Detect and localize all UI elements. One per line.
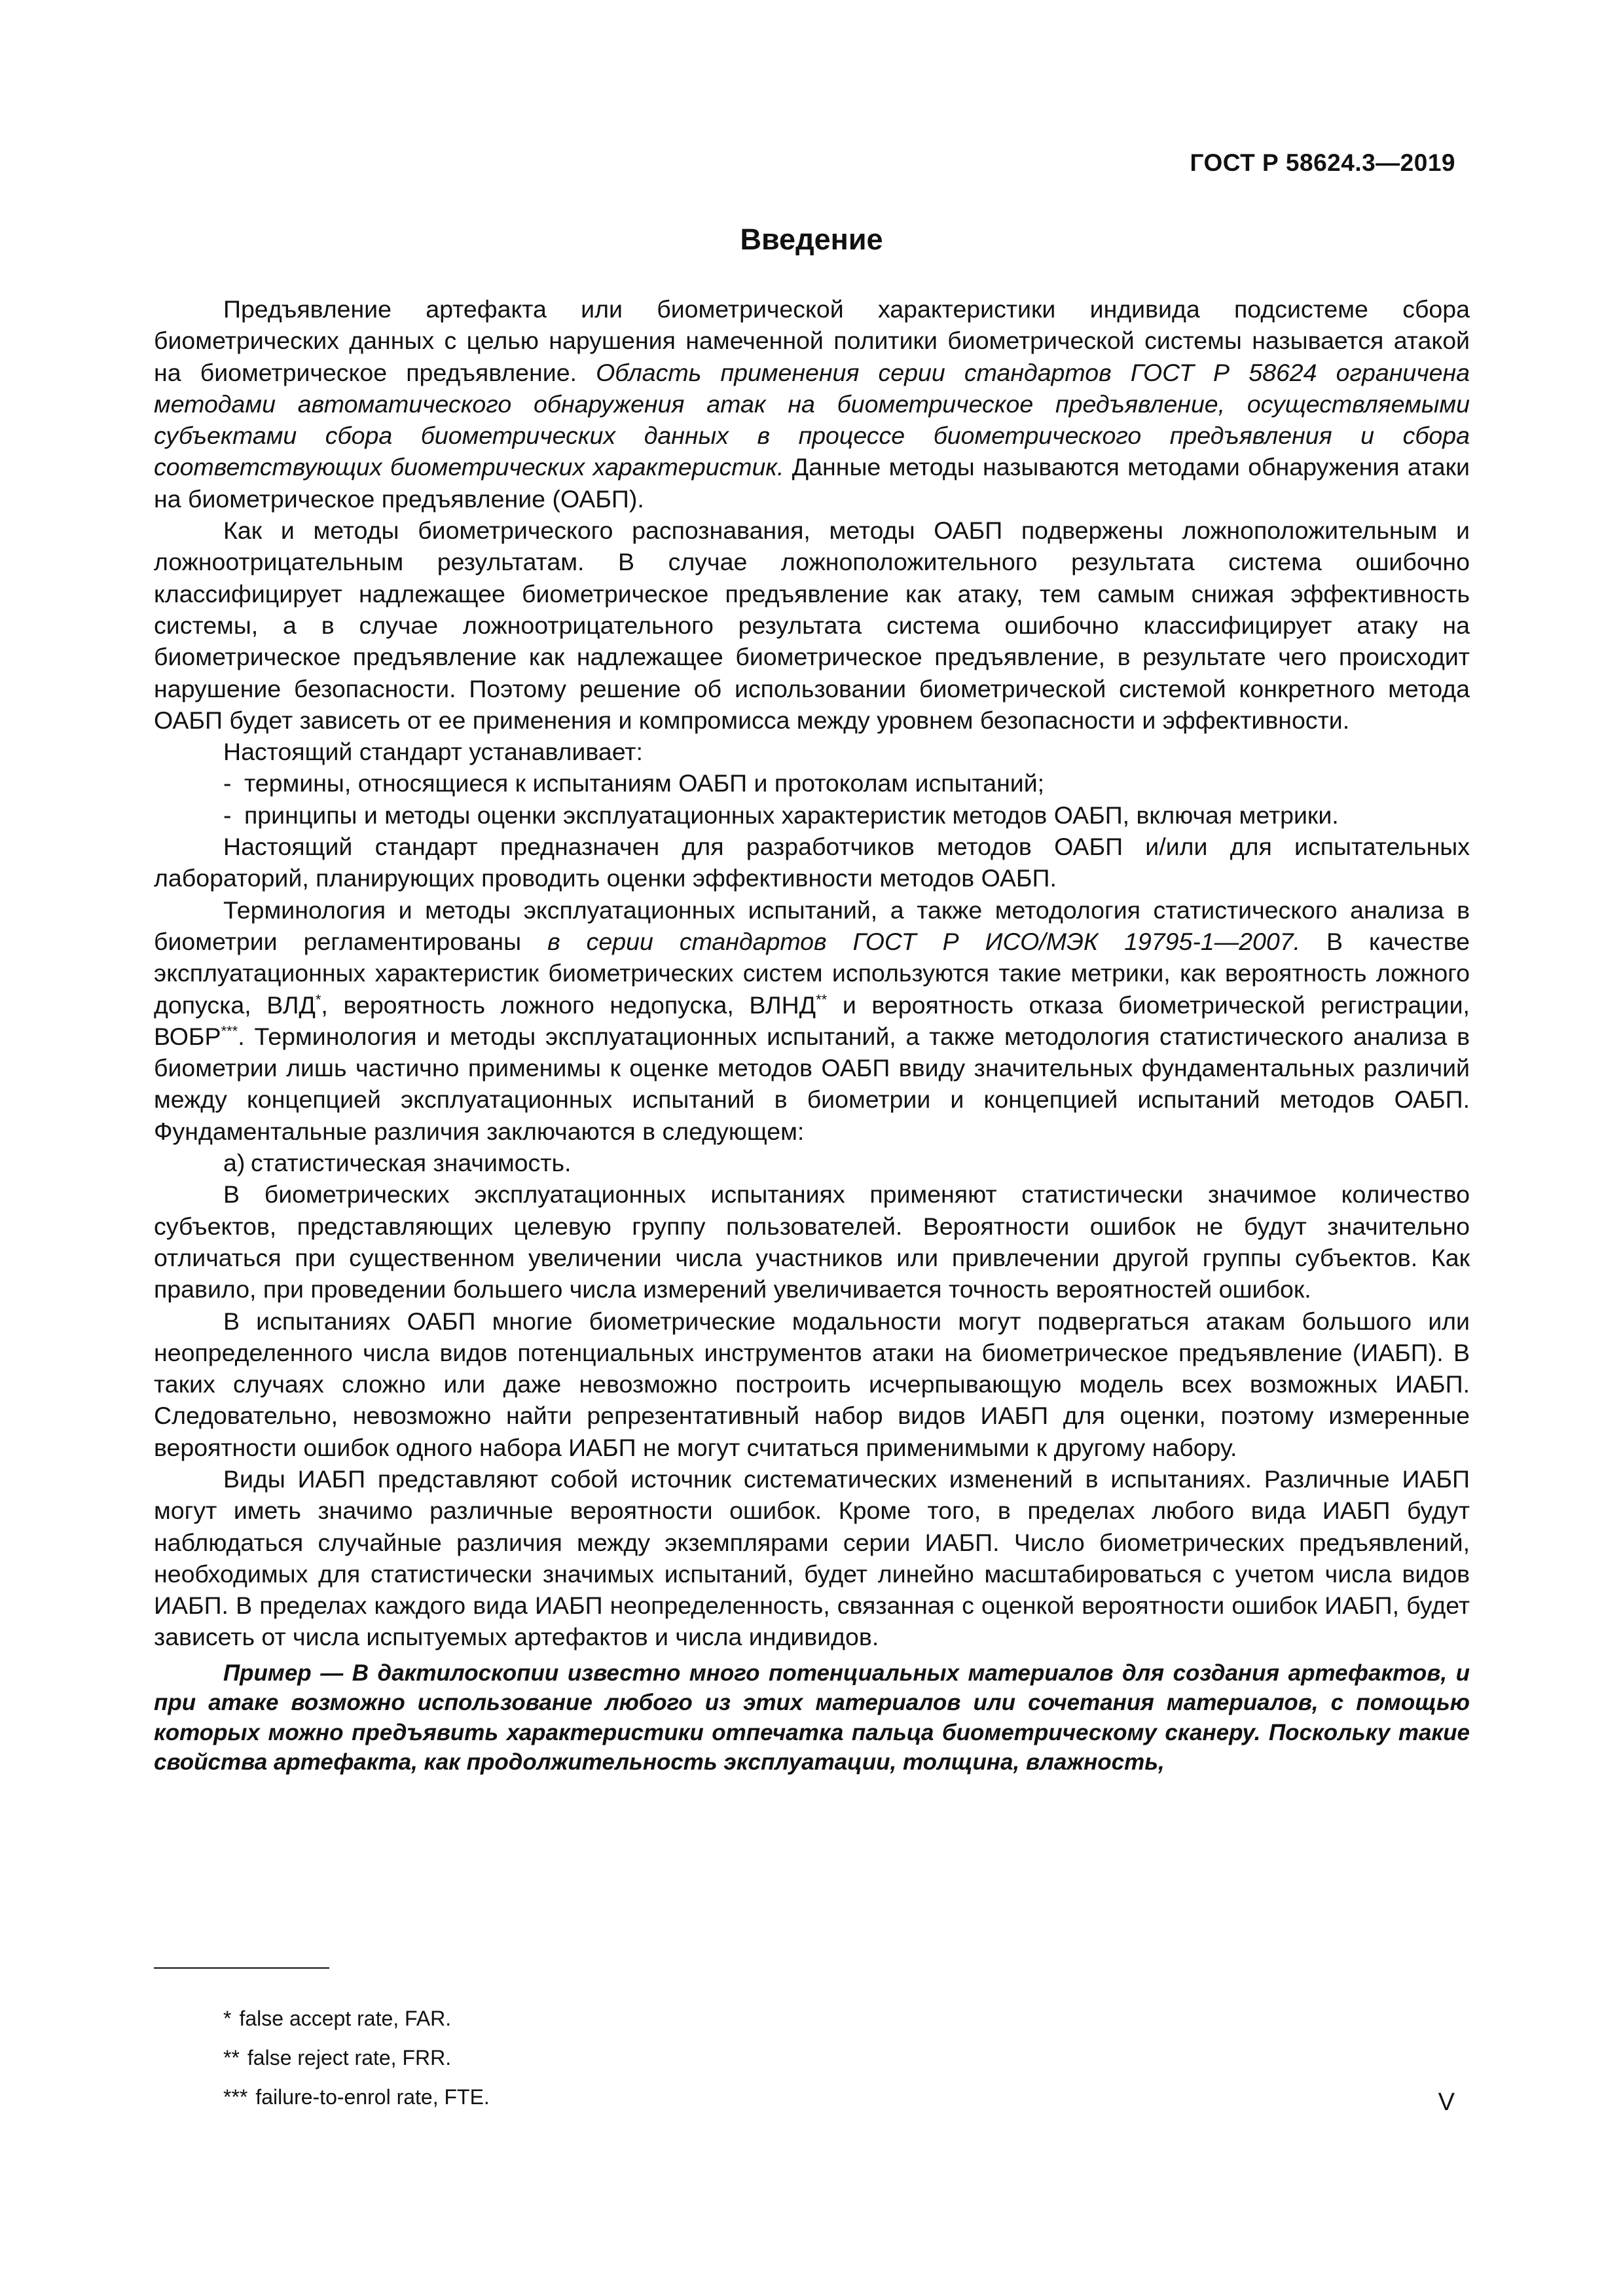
section-title: Введение bbox=[740, 223, 883, 256]
footnote-mark: *** bbox=[223, 2085, 248, 2109]
paragraph-scope-italic: Область применения серии стандартов ГОСТ Р 58624 ограничена методами автоматического обнаружения атак на биометрическое предъявление, осуществляемыми субъектами сбора биометрических данных в процессе биометрического предъявления и сбора соответствующих биометрических характеристик. bbox=[154, 358, 1470, 481]
document-standard-code: ГОСТ Р 58624.3—2019 bbox=[1190, 149, 1455, 176]
list-dash: - bbox=[223, 801, 232, 829]
paragraph-terminology-part: В качестве эксплуатационных характеристик биометрических систем используются такие метрики, как вероятность ложного допуска, ВЛД bbox=[154, 927, 1470, 1019]
footnote-ref-3: *** bbox=[221, 1023, 238, 1040]
footnotes bbox=[223, 1999, 490, 2117]
list-item-mark: а) bbox=[223, 1149, 246, 1177]
footnote-text: false reject rate, FRR. bbox=[247, 2046, 452, 2069]
paragraph-scope-tail: Данные методы называются методами обнаружения атаки на биометрическое предъявление (ОАБП). bbox=[154, 453, 1470, 513]
paragraph-errors: Как и методы биометрического распознавания, методы ОАБП подвержены ложноположительным и ложноотрицательным результатам. В случае ложноположительного результата система ошибочно классифицирует надлежащее биометрическое предъявление как атаку, тем самым снижая эффективность системы, а в случае ложноотрицательного результата система ошибочно классифицирует атаку на биометрическое предъявление как надлежащее биометрическое предъявление, в результате чего происходит нарушение безопасности. Поэтому решение об использовании биометрической системой конкретного метода ОАБП будет зависеть от ее применения и компромисса между уровнем безопасности и эффективности. bbox=[154, 517, 1470, 734]
paragraph-terminology bbox=[154, 894, 1470, 1147]
paragraph-audience: Настоящий стандарт предназначен для разработчиков методов ОАБП и/или для испытательных лабораторий, планирующих проводить оценки эффективности методов ОАБП. bbox=[154, 833, 1470, 892]
list-dash: - bbox=[223, 769, 232, 797]
list-item-text: статистическая значимость. bbox=[251, 1149, 572, 1177]
paragraph-establishes: Настоящий стандарт устанавливает: bbox=[223, 738, 643, 766]
paragraph-terminology-lead: Терминология и методы эксплуатационных испытаний, а также методология статистического анализа в биометрии регламентированы bbox=[154, 896, 1470, 955]
footnote-ref-1: * bbox=[315, 991, 321, 1008]
list-item-text: термины, относящиеся к испытаниям ОАБП и протоколам испытаний; bbox=[244, 769, 1045, 797]
list-item-text: принципы и методы оценки эксплуатационных характеристик методов ОАБП, включая метрики. bbox=[244, 801, 1339, 829]
footnote-mark: ** bbox=[223, 2046, 240, 2069]
paragraph-scope-lead: Предъявление артефакта или биометрической характеристики индивида подсистеме сбора биометрических данных с целью нарушения намеченной политики биометрической системы называется атакой на биометрическое предъявление. bbox=[154, 295, 1470, 386]
paragraph-terminology-part: , вероятность ложного недопуска, ВЛНД bbox=[321, 991, 816, 1019]
list-item bbox=[154, 767, 1470, 799]
paragraph-modalities: В испытаниях ОАБП многие биометрические модальности могут подвергаться атакам большого или неопределенного числа видов потенциальных инструментов атаки на биометрическое предъявление (ИАБП). В таких случаях сложно или даже невозможно построить исчерпывающую модель всех возможных ИАБП. Следовательно, невозможно найти репрезентативный набор видов ИАБП для оценки, поэтому измеренные вероятности ошибок одного набора ИАБП не могут считаться применимыми к другому набору. bbox=[154, 1307, 1470, 1461]
page-number: V bbox=[1438, 2088, 1455, 2116]
footnote-divider bbox=[154, 1967, 329, 1969]
list-item-a bbox=[154, 1147, 1470, 1178]
footnote-item bbox=[223, 2077, 490, 2117]
paragraph-scope bbox=[154, 293, 1470, 515]
footnote-mark: * bbox=[223, 2007, 232, 2030]
paragraph-terminology-tail: . Терминология и методы эксплуатационных испытаний, а также методология статистического анализа в биометрии лишь частично применимы к оценке методов ОАБП ввиду значительных фундаментальных различий между концепцией эксплуатационных испытаний в биометрии и концепцией испытаний методов ОАБП. Фундаментальные различия заключаются в следующем: bbox=[154, 1022, 1470, 1145]
footnote-item bbox=[223, 2038, 490, 2077]
list-item bbox=[154, 799, 1470, 831]
footnote-text: false accept rate, FAR. bbox=[239, 2007, 452, 2030]
footnote-text: failure-to-enrol rate, FTE. bbox=[255, 2085, 490, 2109]
paragraph-significance: В биометрических эксплуатационных испытаниях применяют статистически значимое количество субъектов, представляющих целевую группу пользователей. Вероятности ошибок не будут значительно отличаться при существенном увеличении числа участников или привлечении другой группы субъектов. Как правило, при проведении большего числа измерений увеличивается точность вероятностей ошибок. bbox=[154, 1180, 1470, 1303]
footnote-ref-2: ** bbox=[816, 991, 828, 1008]
paragraph-iabp-types: Виды ИАБП представляют собой источник систематических изменений в испытаниях. Различные ИАБП могут иметь значимо различные вероятности ошибок. Кроме того, в пределах любого вида ИАБП будут наблюдаться случайные различия между экземплярами серии ИАБП. Число биометрических предъявлений, необходимых для статистически значимых испытаний, будет линейно масштабироваться с учетом числа видов ИАБП. В пределах каждого вида ИАБП неопределенность, связанная с оценкой вероятности ошибок ИАБП, будет зависеть от числа испытуемых артефактов и числа индивидов. bbox=[154, 1465, 1470, 1651]
example-note: Пример — В дактилоскопии известно много потенциальных материалов для создания артефактов, и при атаке возможно использование любого из этих материалов или сочетания материалов, с помощью которых можно предъявить характеристики отпечатка пальца биометрическому сканеру. Поскольку такие свойства артефакта, как продолжительность эксплуатации, толщина, влажность, bbox=[154, 1660, 1470, 1776]
paragraph-terminology-italic: в серии стандартов ГОСТ Р ИСО/МЭК 19795-1—2007. bbox=[547, 927, 1301, 955]
document-body bbox=[154, 293, 1470, 1777]
paragraph-terminology-part: и вероятность отказа биометрической регистрации, ВОБР bbox=[154, 991, 1470, 1050]
footnote-item bbox=[223, 1999, 490, 2038]
